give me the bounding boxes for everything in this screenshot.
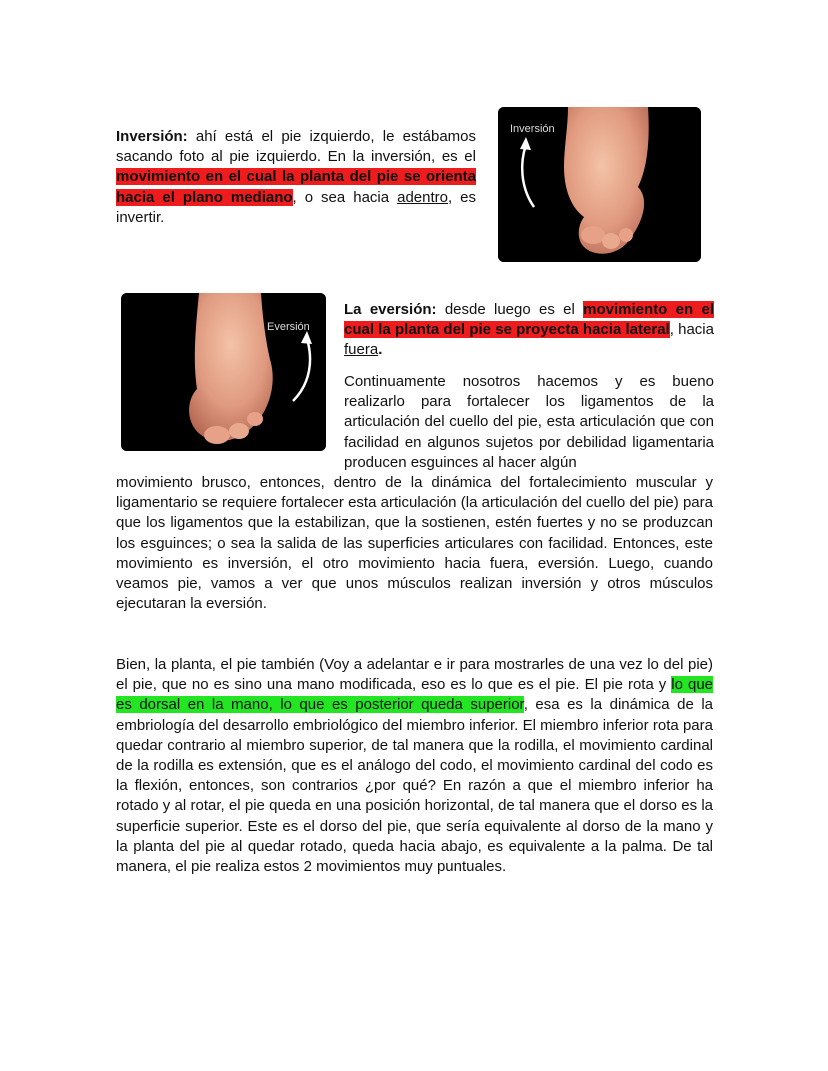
inversion-text-2: , o sea hacia [292,188,398,206]
eversion-heading: La eversión: [344,301,437,318]
inversion-paragraph [116,127,476,228]
inversion-text-3: , es invertir. [116,188,476,226]
closing-highlight: lo que es dorsal en la mano, lo que es posterior queda superior [116,676,713,714]
eversion-photo-label: Eversión [267,321,310,333]
closing-paragraph [116,655,713,877]
closing-text-2: , esa es la dinámica de la embriología del desarrollo embriológico del miembro inferior. El miembro inferior rota para quedar contrario al miembro superior, de tal manera que la rodilla, el movimiento cardinal de la rodilla es extensión, que es el análogo del codo, el movimiento cardinal del codo es la flexión, entonces, son contrarios ¿por qué? En razón a que el miembro inferior ha rotado y al rotar, el pie queda en una posición horizontal, de tal manera que el dorso es la superficie superior. Este es el dorso del pie, que sería equivalente al dorso de la mano y la planta del pie al quedar rotado, queda hacia abajo, es equivalente a la palma. De tal manera, el pie realiza estos 2 movimientos muy puntuales. [116,696,713,876]
eversion-continuation-a: Continuamente nosotros hacemos y es bueno realizarlo para fortalecer los ligamentos de la articulación del cuello del pie, esta articulación que con facilidad en algunos sujetos por debilidad ligamentaria producen esguinces al hacer algún [344,373,714,471]
inversion-heading: Inversión: [116,128,188,145]
eversion-highlight: movimiento en el cual la planta del pie se proyecta hacia lateral [344,301,714,339]
eversion-text-1: desde luego es el [436,301,584,318]
inversion-highlight: movimiento en el cual la planta del pie se orienta hacia el plano mediano [116,168,476,206]
eversion-foot-photo [121,293,326,451]
eversion-text-3: . [378,341,383,359]
inversion-underline: adentro [397,188,448,206]
eversion-foot-illustration [121,293,326,451]
eversion-paragraph [344,300,714,361]
eversion-continuation-b: movimiento brusco, entonces, dentro de la dinámica del fortalecimiento muscular y ligamentario se requiere fortalecer esta articulación (la articulación del cuello del pie) para que los ligamentos que la estabilizan, que la sostienen, estén fuertes y no se produzcan los esguinces; o sea la salida de las superficies articulares con facilidad. Entonces, este movimiento es inversión, el otro movimiento hacia fuera, eversión. Luego, cuando veamos pie, vamos a ver que unos músculos realizan inversión y otros músculos ejecutaran la eversión. [116,474,713,613]
inversion-text-1: ahí está el pie izquierdo, le estábamos sacando foto al pie izquierdo. En la inversión, es el [116,128,476,166]
inversion-foot-photo [498,107,701,262]
eversion-text-2: , hacia [669,321,714,339]
eversion-underline: fuera [344,341,379,359]
inversion-photo-label: Inversión [510,123,555,135]
closing-text-1: Bien, la planta, el pie también (Voy a adelantar e ir para mostrarles de una vez lo del pie) el pie, que no es sino una mano modificada, eso es lo que es el pie. El pie rota y [116,656,713,694]
